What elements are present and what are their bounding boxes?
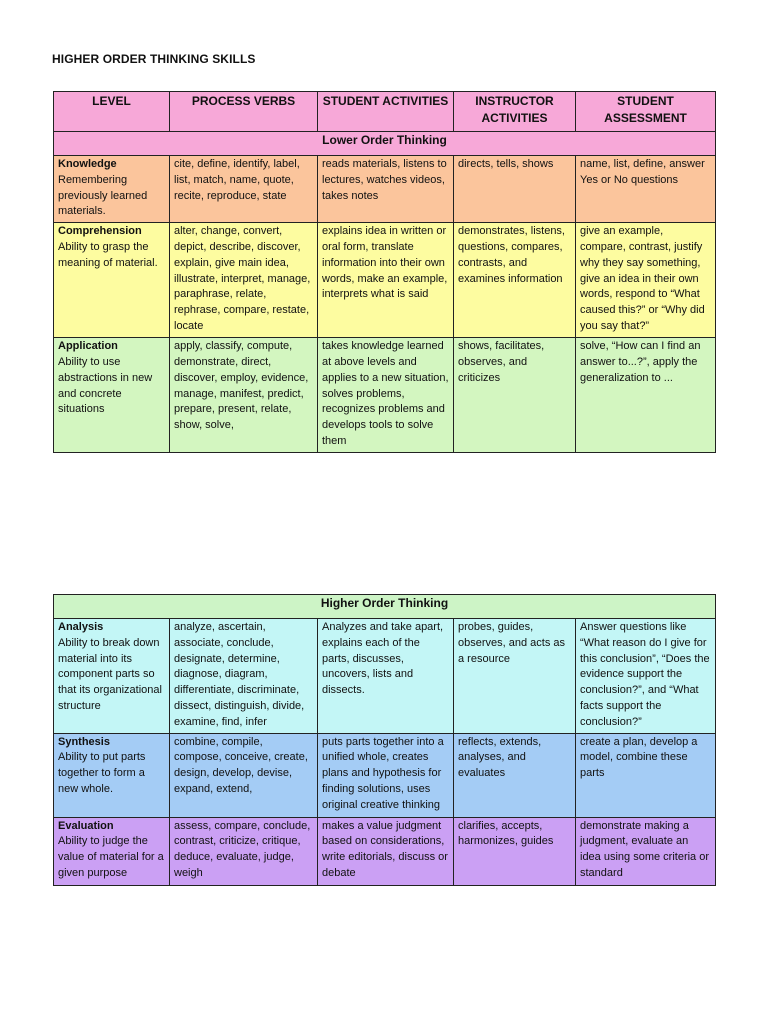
table-row (54, 223, 716, 338)
student-activities-cell: reads materials, listens to lectures, watches videos, takes notes (318, 156, 454, 223)
instructor-activities-cell: directs, tells, shows (454, 156, 576, 223)
level-cell (54, 619, 170, 734)
instructor-activities-cell: demonstrates, listens, questions, compares, contrasts, and examines information (454, 223, 576, 338)
student-assessment-cell: name, list, define, answer Yes or No questions (576, 156, 716, 223)
level-description: Ability to break down material into its component parts so that its organizational structure (58, 636, 162, 712)
process-verbs-cell: apply, classify, compute, demonstrate, direct, discover, employ, evidence, manage, manifest, predict, prepare, present, relate, show, solve, (170, 338, 318, 453)
level-name: Evaluation (58, 819, 114, 832)
table-row (54, 817, 716, 885)
header-process-verbs: PROCESS VERBS (170, 92, 318, 132)
instructor-activities-cell: reflects, extends, analyses, and evaluates (454, 733, 576, 817)
process-verbs-cell: assess, compare, conclude, contrast, criticize, critique, deduce, evaluate, judge, weigh (170, 817, 318, 885)
student-assessment-cell: Answer questions like “What reason do I give for this conclusion”, “Does the evidence support the conclusion?”, and “What facts support the conclusion?” (576, 619, 716, 734)
level-description: Remembering previously learned materials. (58, 173, 148, 218)
instructor-activities-cell: probes, guides, observes, and acts as a resource (454, 619, 576, 734)
level-name: Application (58, 340, 118, 353)
student-activities-cell: Analyzes and take apart, explains each of the parts, discusses, uncovers, lists and dissects. (318, 619, 454, 734)
level-cell (54, 733, 170, 817)
student-assessment-cell: demonstrate making a judgment, evaluate an idea using some criteria or standard (576, 817, 716, 885)
level-description: Ability to use abstractions in new and concrete situations (58, 355, 153, 416)
header-student-assessment: STUDENT ASSESSMENT (576, 92, 716, 132)
header-row (54, 92, 716, 132)
process-verbs-cell: alter, change, convert, depict, describe, discover, explain, give main idea, illustrate, interpret, manage, paraphrase, relate, rephrase, compare, restate, locate (170, 223, 318, 338)
header-instructor-activities: INSTRUCTOR ACTIVITIES (454, 92, 576, 132)
level-cell (54, 156, 170, 223)
document-title: HIGHER ORDER THINKING SKILLS (52, 52, 256, 66)
student-activities-cell: puts parts together into a unified whole, creates plans and hypothesis for finding solutions, uses original creative thinking (318, 733, 454, 817)
level-name: Synthesis (58, 735, 110, 748)
table-row (54, 733, 716, 817)
instructor-activities-cell: clarifies, accepts, harmonizes, guides (454, 817, 576, 885)
table-row (54, 619, 716, 734)
higher-order-table (53, 594, 716, 886)
lower-order-table (53, 91, 716, 453)
table-row (54, 156, 716, 223)
student-activities-cell: makes a value judgment based on considerations, write editorials, discuss or debate (318, 817, 454, 885)
level-description: Ability to put parts together to form a new whole. (58, 751, 146, 795)
section-row-lower (54, 132, 716, 156)
section-title-higher: Higher Order Thinking (54, 595, 716, 619)
level-name: Comprehension (58, 225, 142, 238)
level-description: Ability to grasp the meaning of material. (58, 240, 158, 269)
process-verbs-cell: cite, define, identify, label, list, match, name, quote, recite, reproduce, state (170, 156, 318, 223)
process-verbs-cell: analyze, ascertain, associate, conclude, designate, determine, diagnose, diagram, differentiate, discriminate, dissect, distinguish, divide, examine, find, infer (170, 619, 318, 734)
level-cell (54, 223, 170, 338)
table-row (54, 338, 716, 453)
section-row-higher (54, 595, 716, 619)
header-level: LEVEL (54, 92, 170, 132)
process-verbs-cell: combine, compile, compose, conceive, create, design, develop, devise, expand, extend, (170, 733, 318, 817)
student-activities-cell: takes knowledge learned at above levels and applies to a new situation, solves problems, recognizes problems and develops tools to solve them (318, 338, 454, 453)
student-assessment-cell: solve, “How can I find an answer to...?”, apply the generalization to ... (576, 338, 716, 453)
student-activities-cell: explains idea in written or oral form, translate information into their own words, make an example, interprets what is said (318, 223, 454, 338)
level-name: Analysis (58, 621, 104, 633)
student-assessment-cell: create a plan, develop a model, combine these parts (576, 733, 716, 817)
instructor-activities-cell: shows, facilitates, observes, and criticizes (454, 338, 576, 453)
section-title-lower: Lower Order Thinking (54, 132, 716, 156)
student-assessment-cell: give an example, compare, contrast, justify why they say something, give an idea in their own words, respond to “What caused this?” or “Why did you say that?” (576, 223, 716, 338)
level-description: Ability to judge the value of material for a given purpose (58, 835, 164, 879)
header-student-activities: STUDENT ACTIVITIES (318, 92, 454, 132)
level-name: Knowledge (58, 158, 117, 170)
level-cell (54, 817, 170, 885)
level-cell (54, 338, 170, 453)
